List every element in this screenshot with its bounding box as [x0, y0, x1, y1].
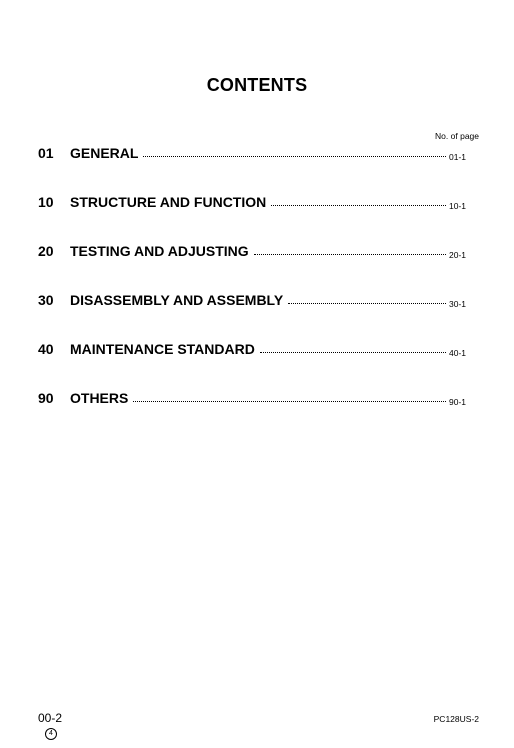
toc-entry-others[interactable] [38, 390, 466, 406]
toc-entry-disassembly-and-assembly[interactable] [38, 292, 466, 308]
toc-entry-maintenance-standard[interactable] [38, 341, 466, 357]
toc-entry-page: 10-1 [448, 201, 466, 211]
page-title: CONTENTS [206, 75, 308, 95]
toc-entry-page: 01-1 [448, 152, 466, 162]
toc-entry-testing-and-adjusting[interactable] [38, 243, 466, 259]
toc-entry-title: MAINTENANCE STANDARD [70, 341, 255, 357]
dot-leader [133, 401, 446, 402]
toc-entry-title: TESTING AND ADJUSTING [70, 243, 249, 259]
dot-leader [260, 352, 446, 353]
table-of-contents [38, 145, 466, 439]
toc-entry-page: 40-1 [448, 348, 466, 358]
toc-entry-page: 30-1 [448, 299, 466, 309]
dot-leader [271, 205, 446, 206]
toc-entry-number: 01 [38, 145, 54, 161]
toc-entry-structure-and-function[interactable] [38, 194, 466, 210]
toc-entry-page: 90-1 [448, 397, 466, 407]
dot-leader [254, 254, 446, 255]
toc-entry-number: 20 [38, 243, 54, 259]
toc-entry-number: 90 [38, 390, 54, 406]
dot-leader [288, 303, 446, 304]
revision-mark: 4 [45, 728, 57, 740]
toc-entry-title: GENERAL [70, 145, 139, 161]
toc-entry-title: OTHERS [70, 390, 129, 406]
dot-leader [143, 156, 446, 157]
footer-page-number: 00-2 [38, 711, 63, 725]
toc-entry-general[interactable] [38, 145, 466, 161]
toc-entry-page: 20-1 [448, 250, 466, 260]
toc-entry-number: 10 [38, 194, 54, 210]
toc-entry-title: STRUCTURE AND FUNCTION [70, 194, 267, 210]
footer-model-code: PC128US-2 [433, 714, 479, 724]
toc-entry-number: 40 [38, 341, 54, 357]
toc-entry-title: DISASSEMBLY AND ASSEMBLY [70, 292, 284, 308]
toc-entry-number: 30 [38, 292, 54, 308]
page-column-header: No. of page [435, 131, 479, 141]
